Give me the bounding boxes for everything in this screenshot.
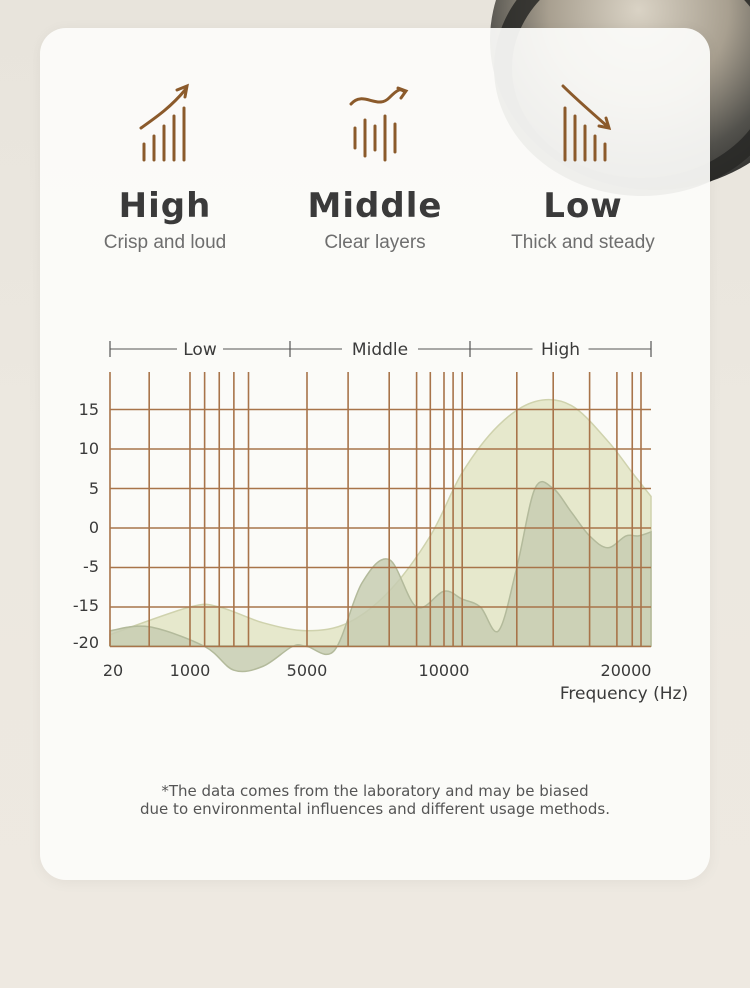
feature-subtitle: Clear layers [324, 232, 426, 253]
x-tick-label: 20 [102, 661, 124, 680]
x-tick-label: 5000 [286, 661, 328, 680]
series-area-2 [110, 482, 651, 672]
disclaimer-line-2: due to environmental influences and different usage methods. [140, 800, 610, 818]
x-tick-label: 1000 [169, 661, 211, 680]
x-tick-label: 10000 [418, 661, 470, 680]
y-tick-label: 10 [78, 439, 99, 458]
band-label: High [540, 340, 581, 360]
y-tick-label: 5 [88, 479, 99, 498]
y-tick-label: 0 [88, 518, 99, 537]
y-tick-label: -15 [72, 596, 99, 615]
y-tick-label: -20 [72, 633, 99, 652]
disclaimer-note [40, 782, 710, 818]
feature-title: Middle [307, 186, 443, 226]
feature-subtitle: Thick and steady [511, 232, 655, 253]
x-tick-label: 20000 [600, 661, 652, 680]
band-label: Low [183, 340, 217, 360]
y-tick-label: 15 [78, 400, 99, 419]
x-axis-label: Frequency (Hz) [559, 684, 689, 704]
feature-title: High [118, 186, 212, 226]
band-label: Middle [351, 340, 409, 360]
y-tick-label: -5 [83, 557, 99, 576]
feature-subtitle: Crisp and loud [103, 232, 227, 253]
feature-title: Low [543, 186, 623, 226]
disclaimer-line-1: *The data comes from the laboratory and may be biased [161, 782, 589, 800]
